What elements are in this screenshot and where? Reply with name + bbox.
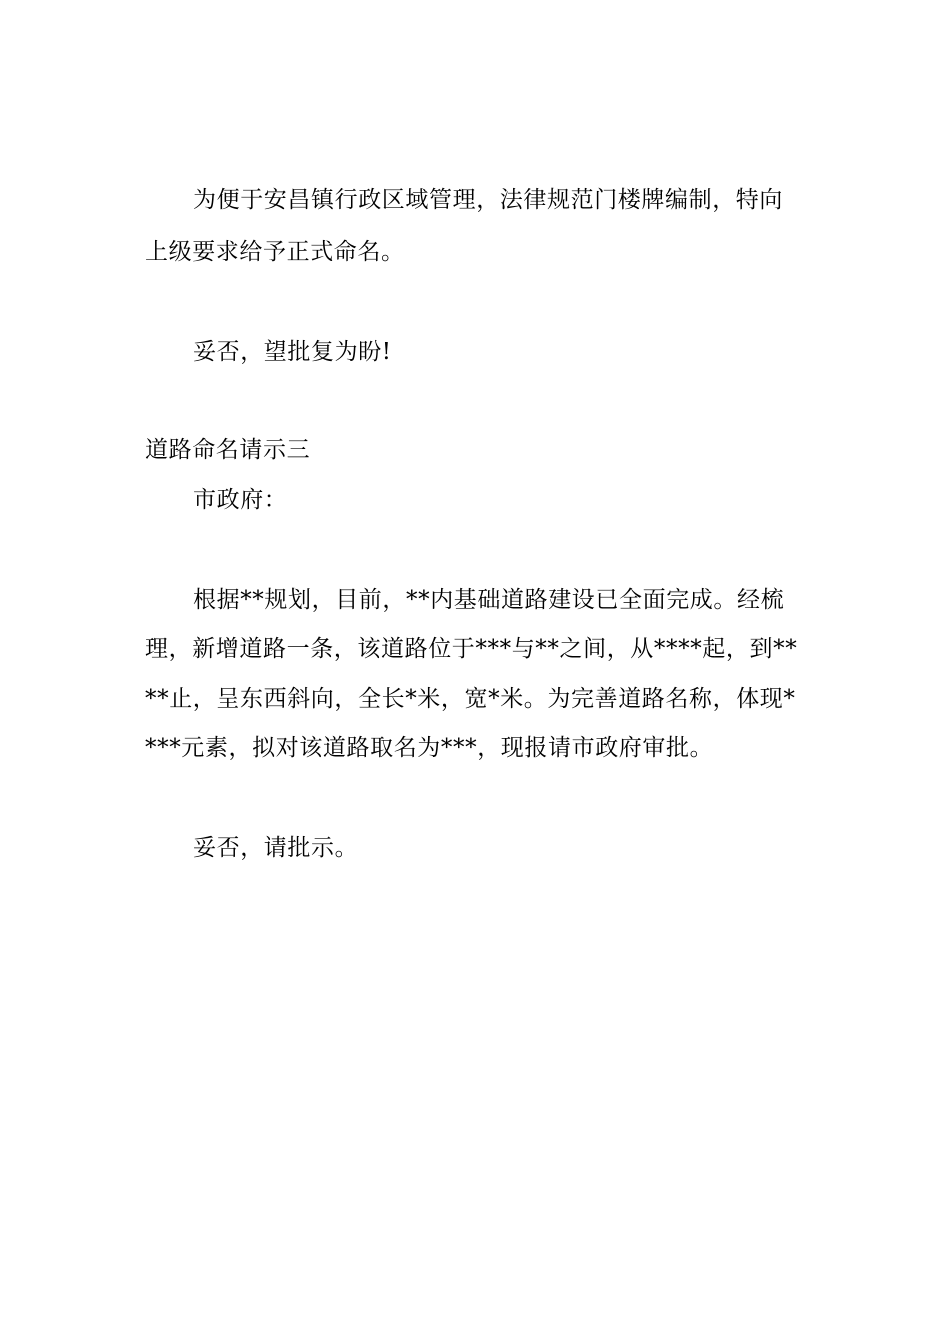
paragraph-3-line-4: ***元素，拟对该道路取名为***，现报请市政府审批。 <box>145 735 714 761</box>
paragraph-1-line-2: 上级要求给予正式命名。 <box>145 239 405 265</box>
addressee: 市政府： <box>193 487 288 513</box>
paragraph-3-line-2: 理，新增道路一条，该道路位于***与**之间，从****起，到** <box>145 636 798 662</box>
closing-line: 妥否，请批示。 <box>193 835 359 861</box>
paragraph-3-line-1: 根据**规划，目前，**内基础道路建设已全面完成。经梳 <box>193 587 785 613</box>
paragraph-3-line-3: **止，呈东西斜向，全长*米，宽*米。为完善道路名称，体现* <box>145 686 796 712</box>
paragraph-1-line-1: 为便于安昌镇行政区域管理，法律规范门楼牌编制，特向 <box>193 187 783 213</box>
section-heading: 道路命名请示三 <box>145 437 311 463</box>
paragraph-2: 妥否，望批复为盼! <box>193 339 392 365</box>
